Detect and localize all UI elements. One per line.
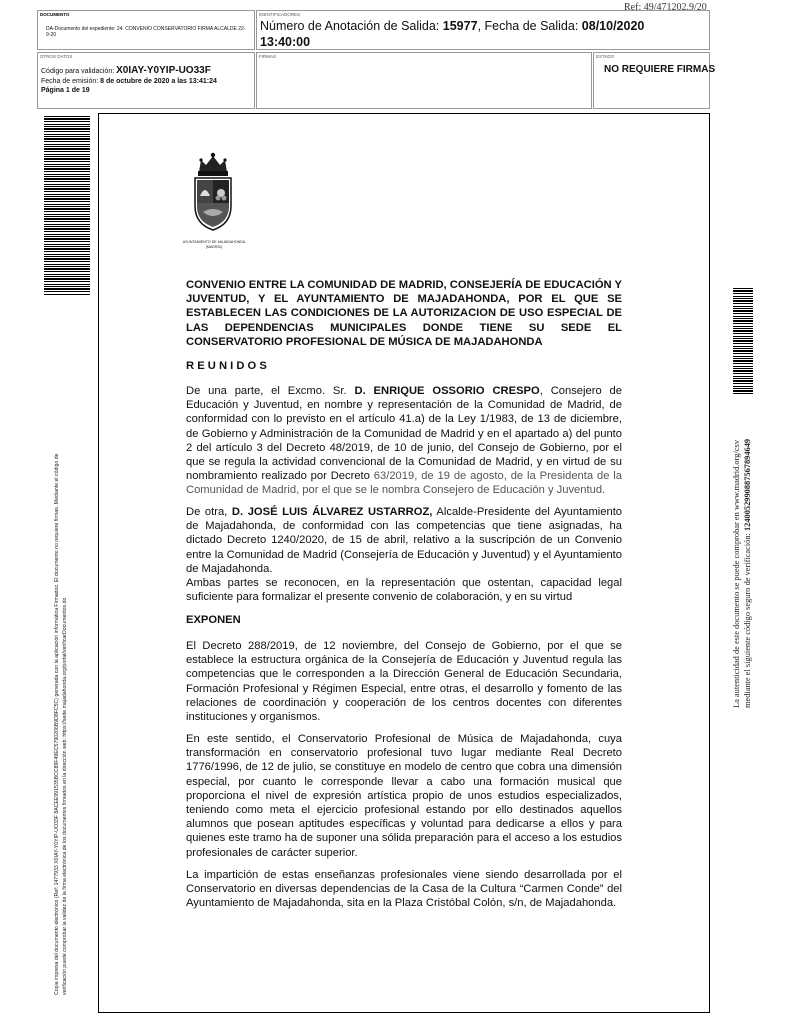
anotacion-number: 15977 — [442, 19, 478, 33]
identificadores-box — [256, 10, 710, 50]
firmas-box — [256, 52, 592, 109]
documento-label: DOCUMENTO — [40, 12, 70, 17]
anotacion-prefix: Número de Anotación de Salida: — [260, 19, 440, 33]
paragraph-consejero — [186, 384, 622, 498]
fecha-salida: 08/10/2020 — [581, 19, 645, 33]
exponen-heading: EXPONEN — [186, 614, 241, 626]
document-reference: Ref: 49/471202.9/20 — [624, 2, 707, 13]
paragraph-alcalde — [186, 505, 622, 604]
p1-intro: De una parte, el Excmo. Sr. — [186, 385, 347, 397]
hora-salida: 13:40:00 — [260, 34, 311, 49]
p1-decreto: 63/2019, de 19 de agosto, de la Presidenta de la Comunidad de Madrid, por el que se le nombra Consejero de Educación y Juventud. — [186, 470, 622, 497]
paragraph-conservatorio: En este sentido, el Conservatorio Profesional de Música de Majadahonda, cuya transformación en conservatorio profesional tuvo lugar mediante Real Decreto 1776/1996, de 12 de julio, se constituye en modelo de centro que cobra una dimensión especial, por cuanto le corresponde llevar a cabo una formación musical que proporciona el nivel de expresión artística propio de unos estudios especializados, teniendo como meta el ejercicio profesional estando por ello destinados aquellos alumnos que posean aptitudes específicas y voluntad para dedicarse a ellos y para quienes este tramo ha de suponer una sólida preparación para el acceso a los estudios profesionales de carácter superior. — [186, 733, 622, 859]
codigo-value: X0IAY-Y0YIP-UO33F — [116, 65, 211, 76]
right-side-text-line2 — [743, 439, 753, 708]
firmas-label: FIRMAS — [259, 54, 277, 59]
right-side-text-line2-prefix: mediante el siguiente código seguro de verificación: — [743, 533, 752, 708]
p2-body: Alcalde-Presidente del Ayuntamiento de Majadahonda, de conformidad con las competencias que tiene asignadas, ha dictado Decreto 1240/2020, de 15 de abril, relativo a la suscripción de un Convenio entre la Comunidad de Madrid (Consejería de Educación y Juventud) y el Ayuntamiento de Majadahonda. — [186, 506, 623, 575]
fecha-emision-value: 8 de octubre de 2020 a las 13:41:24 — [100, 78, 217, 85]
right-barcode — [733, 288, 753, 396]
left-side-text-line2: verificación puede comprobar la validez de la firma electrónica de los documentos firmados en la dirección web: https://sede.majadahonda.org/portal/verificarDocumentos.do — [62, 597, 68, 995]
documento-value: DA-Documento del expediente: 24. CONVENIO CONSERVATORIO FIRMA ALCALDE 22-9-20 — [46, 26, 246, 38]
otros-datos-box — [37, 52, 255, 109]
logo-caption: AYUNTAMIENTO DE MAJADAHONDA (MADRID) — [182, 240, 246, 249]
documento-box — [37, 10, 255, 50]
left-side-text-line1: Copia impresa del documento electrónico (Ref: 1477933 X0IAY-Y0YIP-UO33F 8ACEE991535BCC89F49EC5790206B9D8FC5C) generada con la aplicación informática Firmadoc. El documento no requiere firmas. Mediante el código de — [54, 453, 60, 995]
pagina: Página 1 de 19 — [41, 87, 90, 94]
p2-intro: De otra, — [186, 506, 228, 518]
otros-datos-label: OTROS DATOS — [40, 54, 73, 59]
right-side-text-line1: La autenticidad de este documento se puede comprobar en www.madrid.org/csv — [732, 440, 741, 708]
left-barcode — [44, 116, 90, 296]
p1-body: , Consejero de Educación y Juventud, en nombre y representación de la Comunidad de Madrid, de conformidad con lo previsto en el artículo 41.a) de la Ley 1/1983, de 13 de diciembre, de Gobierno y Administración de la Comunidad de Madrid y en el apartado a) del punto 2 del artículo 3 del Decreto 48/2019, de 10 de junio, del Consejo de Gobierno, por el que se regula la actividad convencional de la Comunidad de Madrid, y en virtud de su nombramiento realizado por Decreto — [186, 385, 623, 483]
estado-label: ESTADO — [596, 54, 615, 59]
estado-value: NO REQUIERE FIRMAS — [604, 64, 716, 75]
anotacion-line — [260, 19, 700, 50]
fecha-emision-label: Fecha de emisión: — [41, 78, 99, 85]
document-title: CONVENIO ENTRE LA COMUNIDAD DE MADRID, CONSEJERÍA DE EDUCACIÓN Y JUVENTUD, Y EL AYUNTAMIENTO DE MAJADAHONDA, POR EL QUE SE ESTABLECEN LAS CONDICIONES DE LA AUTORIZACION DE USO ESPECIAL DE LAS DEPENDENCIAS MUNICIPALES DONDE TIENE SU SEDE EL CONSERVATORIO PROFESIONAL DE MÚSICA DE MAJADAHONDA — [186, 279, 622, 348]
fecha-emision-line — [41, 78, 217, 87]
codigo-label: Código para validación: — [41, 68, 115, 75]
reunidos-heading: R E U N I D O S — [186, 360, 267, 372]
identificadores-label: IDENTIFICADORES — [259, 12, 301, 17]
p2-ambas-partes: Ambas partes se reconocen, en la representación que ostentan, capacidad legal suficiente para formalizar el presente convenio de colaboración, y en su virtud — [186, 577, 622, 604]
estado-box — [593, 52, 716, 109]
coat-of-arms-icon — [186, 148, 240, 238]
fecha-salida-prefix: , Fecha de Salida: — [477, 19, 579, 33]
paragraph-decreto-288: El Decreto 288/2019, de 12 noviembre, del Consejo de Gobierno, por el que se establece la estructura orgánica de la Consejería de Educación y Juventud regula las competencias que le corresponden a la Dirección General de Educación Secundaria, Formación Profesional y Régimen Especial, entre otras, el desarrollo y fomento de las relaciones de coordinación y cooperación de los centros docentes con diferentes instituciones y organismos. — [186, 640, 622, 724]
p1-name: D. ENRIQUE OSSORIO CRESPO — [354, 385, 540, 397]
p2-name: D. JOSÉ LUIS ÁLVAREZ USTARROZ, — [231, 506, 433, 518]
paragraph-imparticion: La impartición de estas enseñanzas profesionales viene siendo desarrollada por el Conservatorio en diversas dependencias de la Casa de la Cultura “Carmen Conde” del Ayuntamiento de Majadahonda, sita en la Plaza Cristóbal Colón, s/n, de Majadahonda. — [186, 869, 622, 910]
codigo-line — [41, 65, 211, 76]
right-side-csv-code: 1240052990887567894649 — [743, 438, 752, 532]
